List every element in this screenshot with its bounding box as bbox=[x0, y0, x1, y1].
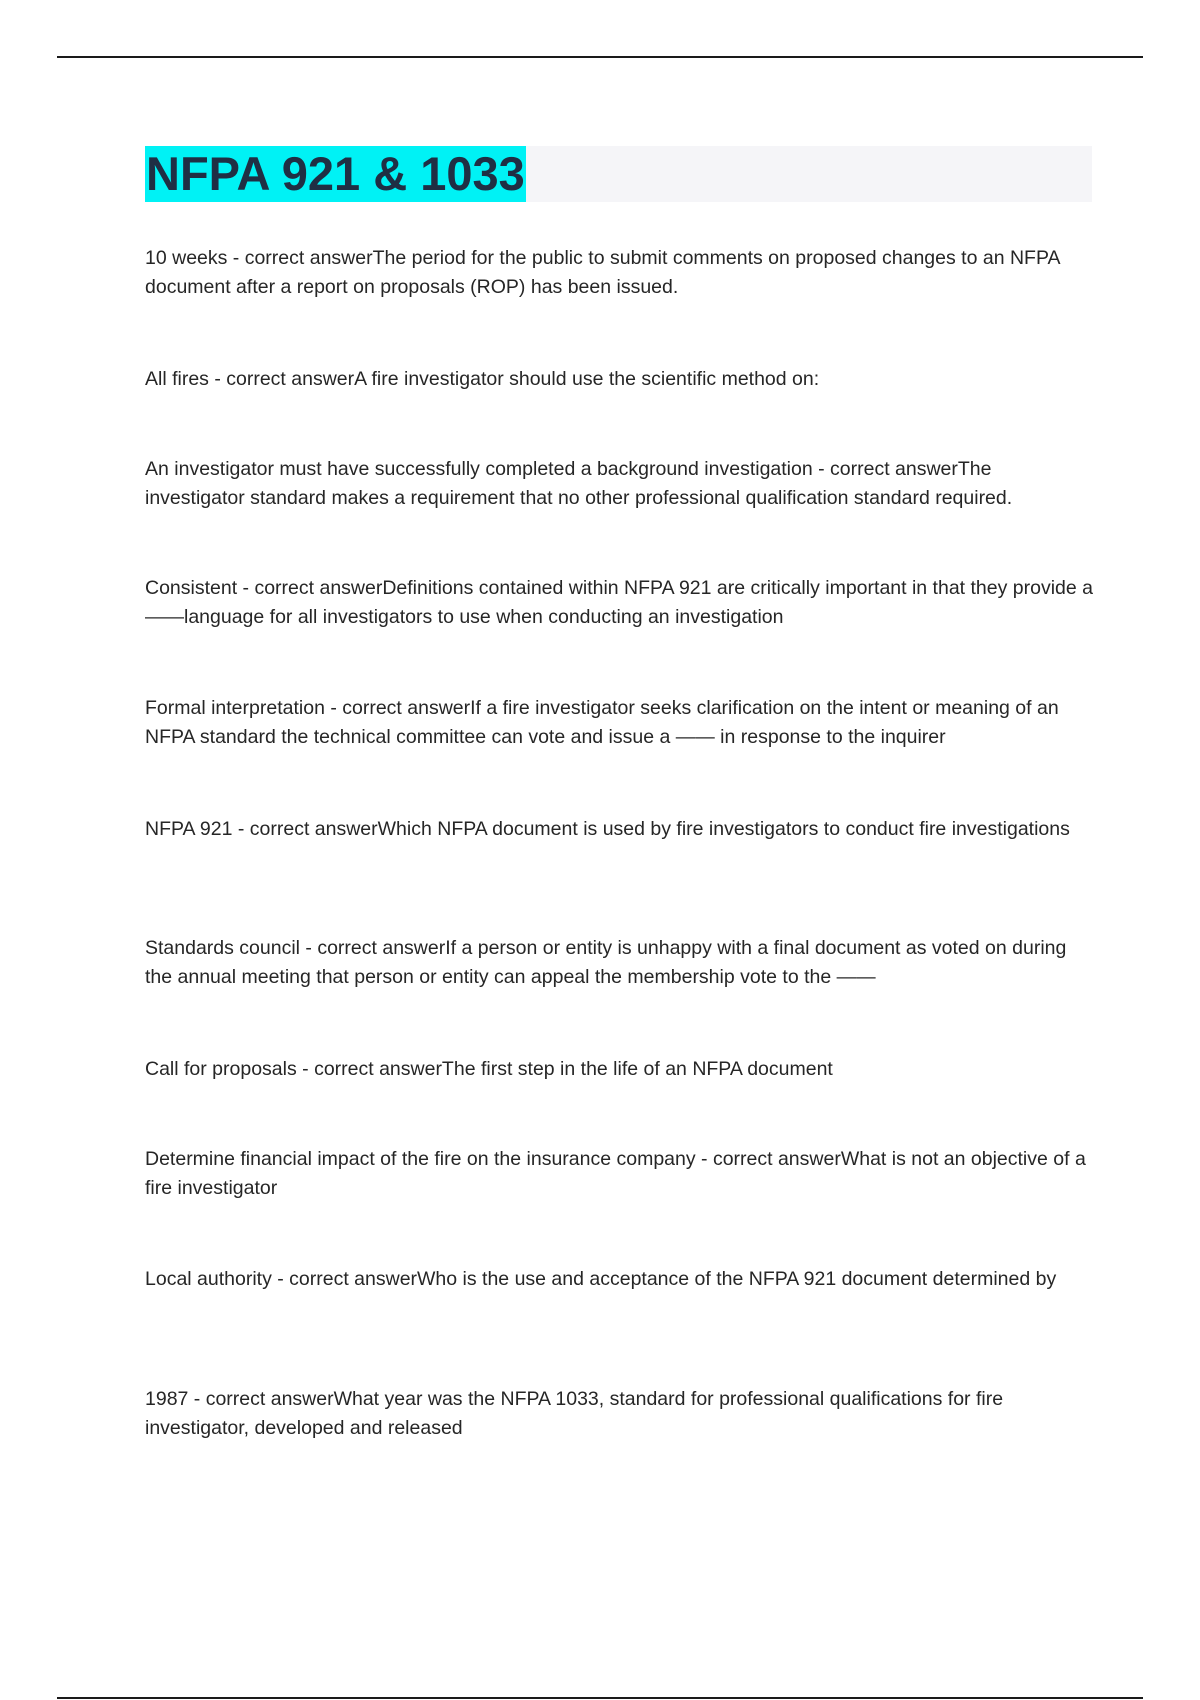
qa-item-1: 10 weeks - correct answerThe period for the public to submit comments on proposed changes to an NFPA document after a report on proposals (ROP) has been issued. bbox=[145, 247, 1060, 298]
qa-item-5: Formal interpretation - correct answerIf a fire investigator seeks clarification on the intent or meaning of an NFPA standard the technical committee can vote and issue a —— in response to the inquirer bbox=[145, 697, 1059, 748]
qa-item-8: Call for proposals - correct answerThe first step in the life of an NFPA document bbox=[145, 1058, 833, 1080]
document-title: NFPA 921 & 1033 bbox=[146, 147, 525, 200]
qa-item-3: An investigator must have successfully completed a background investigation - correct answerThe investigator standard makes a requirement that no other professional qualification standard required. bbox=[145, 458, 1013, 509]
qa-item-9: Determine financial impact of the fire on the insurance company - correct answerWhat is not an objective of a fire investigator bbox=[145, 1148, 1086, 1199]
qa-item-10: Local authority - correct answerWho is the use and acceptance of the NFPA 921 document determined by bbox=[145, 1268, 1057, 1290]
qa-item-4: Consistent - correct answerDefinitions contained within NFPA 921 are critically important in that they provide a ——language for all investigators to use when conducting an investigation bbox=[145, 577, 1093, 628]
top-divider bbox=[57, 56, 1143, 58]
qa-item-11: 1987 - correct answerWhat year was the NFPA 1033, standard for professional qualifications for fire investigator, developed and released bbox=[145, 1388, 1004, 1439]
qa-item-7: Standards council - correct answerIf a person or entity is unhappy with a final document as voted on during the annual meeting that person or entity can appeal the membership vote to the —— bbox=[145, 937, 1067, 988]
qa-item-2: All fires - correct answerA fire investigator should use the scientific method on: bbox=[145, 368, 820, 390]
qa-item-6: NFPA 921 - correct answerWhich NFPA document is used by fire investigators to conduct fire investigations bbox=[145, 818, 1070, 840]
bottom-divider bbox=[57, 1697, 1143, 1699]
